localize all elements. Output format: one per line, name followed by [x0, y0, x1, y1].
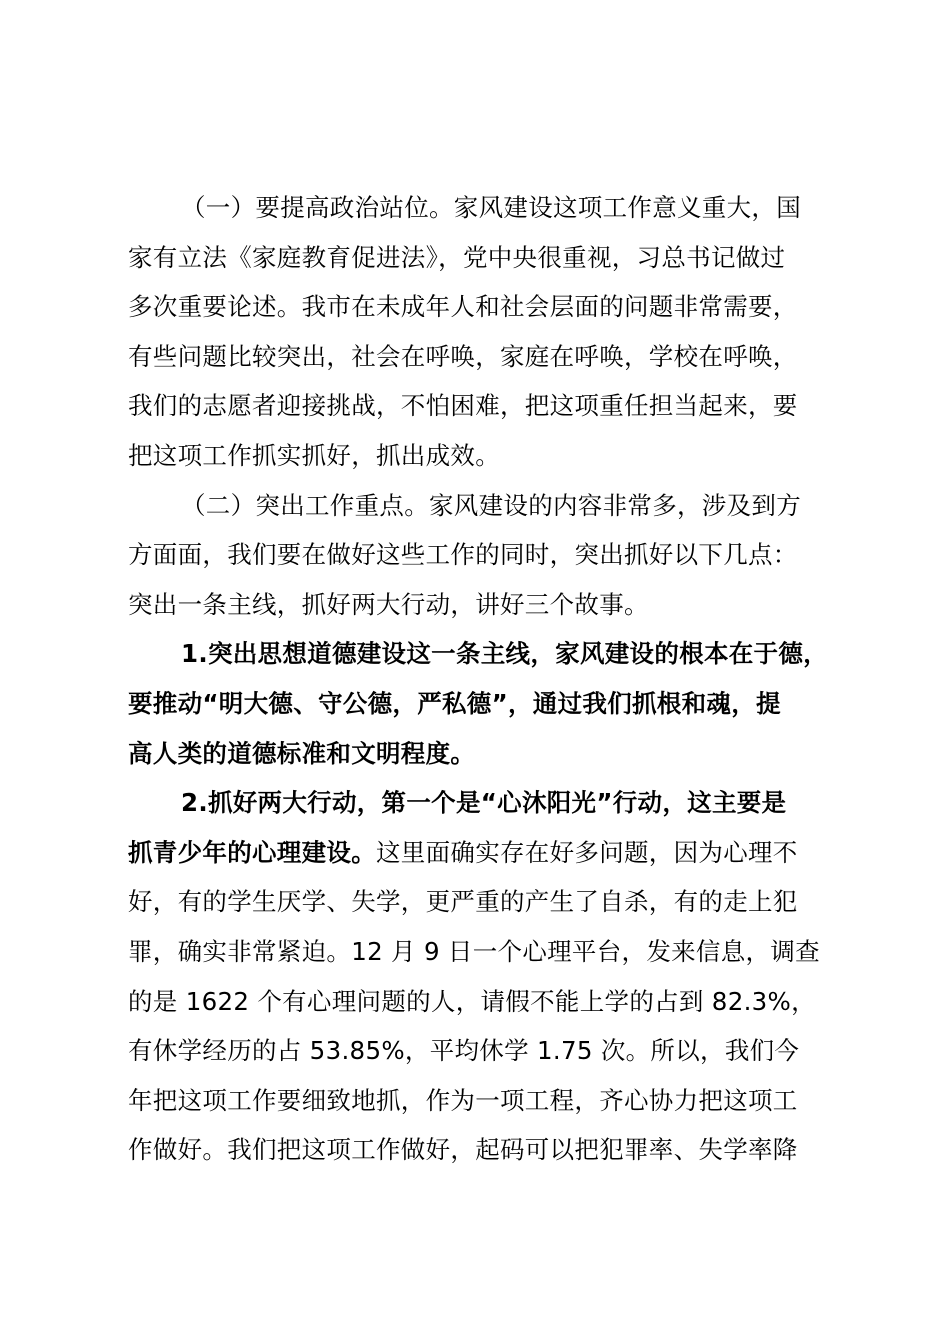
paragraph-two-actions	[128, 778, 834, 1175]
text-line: 1.突出思想道德建设这一条主线，家风建设的根本在于德，	[181, 639, 828, 669]
text-line: 突出一条主线，抓好两大行动，讲好三个故事。	[128, 589, 649, 619]
text-line: 年把这项工作要细致地抓，作为一项工程，齐心协力把这项工	[128, 1085, 798, 1115]
text-line	[128, 828, 834, 878]
text-line: 罪，确实非常紧迫。12 月 9 日一个心理平台，发来信息，调查	[128, 936, 820, 966]
paragraph-work-focus	[128, 481, 834, 630]
text-line: （二）突出工作重点。家风建设的内容非常多，涉及到方	[181, 490, 801, 520]
text-line: 有些问题比较突出，社会在呼唤，家庭在呼唤，学校在呼唤，	[128, 341, 798, 371]
text-line: 要推动“明大德、守公德，严私德”，通过我们抓根和魂，提	[128, 688, 781, 718]
text-line: 作做好。我们把这项工作做好，起码可以把犯罪率、失学率降	[128, 1135, 798, 1165]
text-line: 方面面，我们要在做好这些工作的同时，突出抓好以下几点：	[128, 540, 798, 570]
text-line: 把这项工作抓实抓好，抓出成效。	[128, 440, 500, 470]
text-line: 2.抓好两大行动，第一个是“心沐阳光”行动，这主要是	[181, 788, 787, 818]
bold-phrase: 抓青少年的心理建设。	[128, 837, 376, 867]
text-line: 有休学经历的占 53.85%，平均休学 1.75 次。所以，我们今	[128, 1036, 800, 1066]
text-line: 好，有的学生厌学、失学，更严重的产生了自杀，有的走上犯	[128, 887, 798, 917]
text-line: （一）要提高政治站位。家风建设这项工作意义重大，国	[181, 193, 801, 222]
text-run: 这里面确实存在好多问题，因为心理不	[376, 837, 798, 867]
document-body	[128, 183, 834, 1175]
text-line: 高人类的道德标准和文明程度。	[128, 738, 476, 768]
text-line: 我们的志愿者迎接挑战，不怕困难，把这项重任担当起来，要	[128, 391, 798, 421]
paragraph-moral-mainline	[128, 629, 834, 778]
paragraph-political-position	[128, 183, 834, 481]
text-line: 家有立法《家庭教育促进法》，党中央很重视，习总书记做过	[128, 242, 786, 272]
text-line: 多次重要论述。我市在未成年人和社会层面的问题非常需要，	[128, 292, 798, 322]
text-line: 的是 1622 个有心理问题的人，请假不能上学的占到 82.3%，	[128, 986, 816, 1016]
